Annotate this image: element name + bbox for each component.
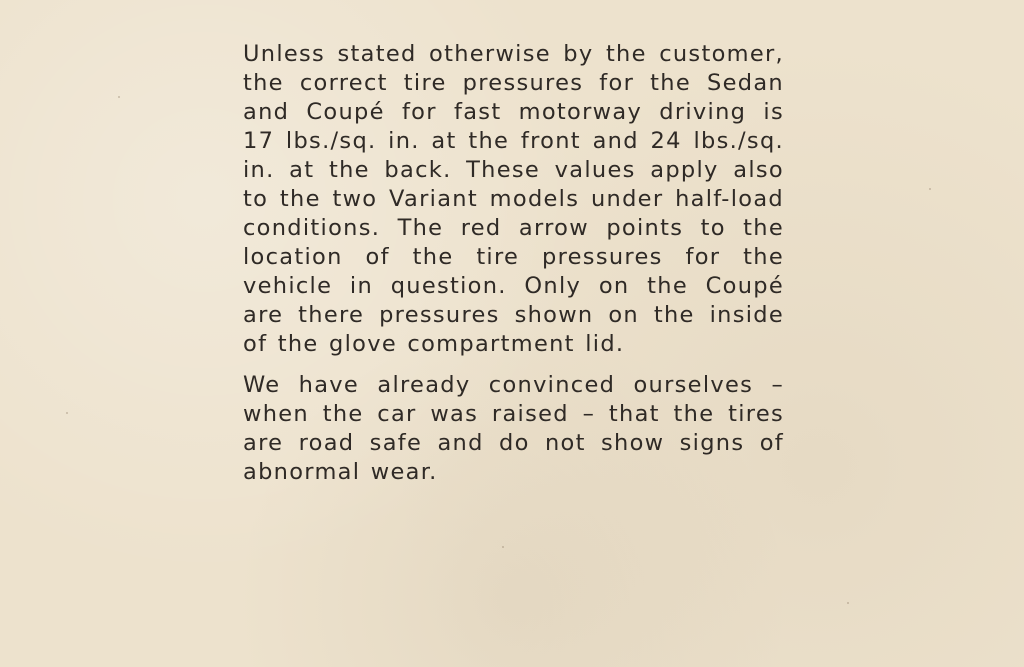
paper-fleck xyxy=(66,412,68,414)
body-text xyxy=(243,40,784,487)
paper-fleck xyxy=(118,96,120,98)
paper-fleck xyxy=(502,546,504,548)
paragraph-tire-condition: We have already convinced ourselves – when the car was raised – that the tires are road safe and do not show signs of abnormal wear. xyxy=(243,372,784,485)
paragraph-tire-pressures: Unless stated otherwise by the customer, the correct tire pressures for the Sedan and Coupé for fast motorway driving is 17 lbs./sq. in. at the front and 24 lbs./sq. in. at the back. These values apply also to the two Variant models under half-load conditions. The red arrow points to the location of the tire pressures for the vehicle in question. Only on the Coupé are there pressures shown on the inside of the glove compartment lid. xyxy=(243,41,784,357)
paper-fleck xyxy=(929,188,931,190)
paper-fleck xyxy=(847,602,849,604)
